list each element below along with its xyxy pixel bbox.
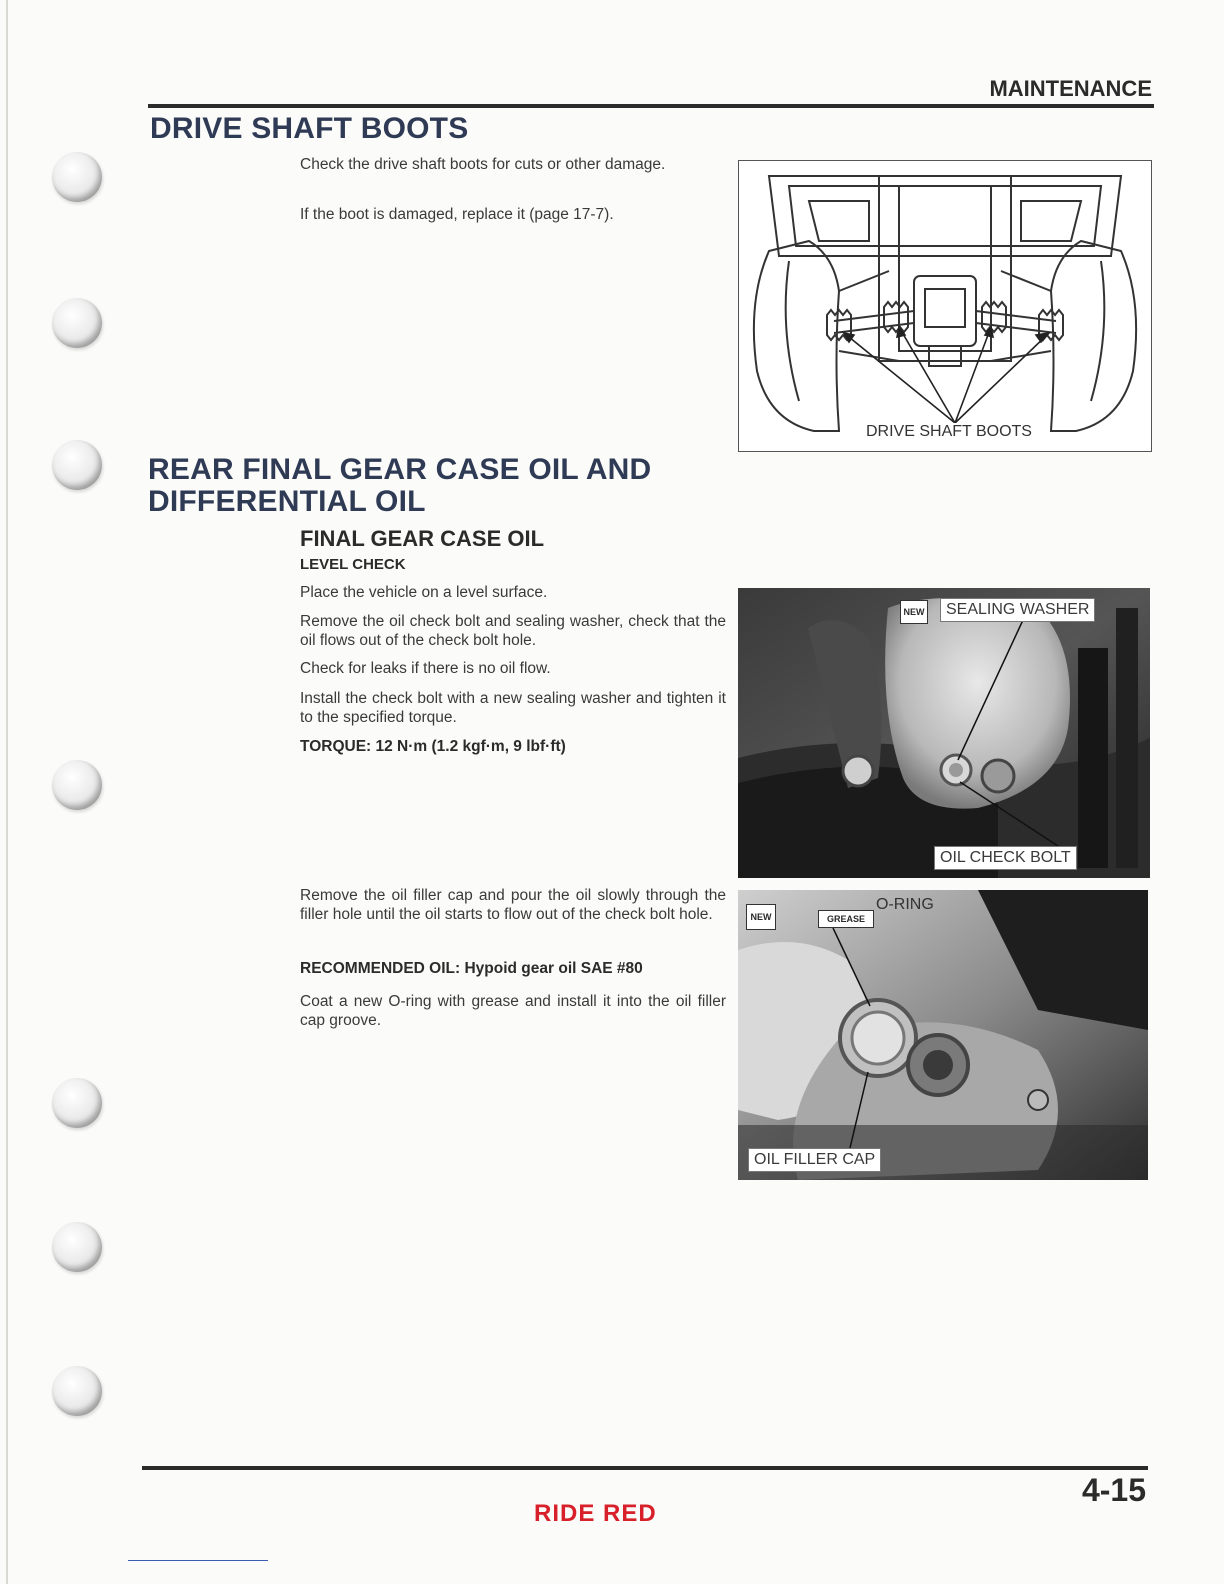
label-o-ring: O-RING bbox=[876, 896, 934, 913]
gear-case-photo-1 bbox=[738, 588, 1150, 878]
instruction-install-check-bolt: Install the check bolt with a new sealing washer and tighten it to the specified torque. bbox=[300, 690, 726, 726]
label-oil-check-bolt: OIL CHECK BOLT bbox=[934, 846, 1077, 870]
running-header: MAINTENANCE bbox=[989, 76, 1152, 101]
section-title-rear-final-gear-line-1: REAR FINAL GEAR CASE OIL AND bbox=[148, 453, 652, 486]
binder-hole bbox=[52, 760, 102, 810]
new-part-icon: NEW bbox=[746, 904, 776, 930]
instruction-coat-o-ring: Coat a new O-ring with grease and install it into the oil filler cap groove. bbox=[300, 993, 726, 1029]
figure-label-drive-shaft-boots: DRIVE SHAFT BOOTS bbox=[863, 423, 1035, 441]
binder-hole bbox=[52, 298, 102, 348]
binder-hole bbox=[52, 152, 102, 202]
subsection-title-final-gear-case-oil: FINAL GEAR CASE OIL bbox=[300, 526, 545, 551]
footer-underline bbox=[128, 1560, 268, 1561]
gear-case-photo-2 bbox=[738, 890, 1148, 1180]
label-oil-filler-cap: OIL FILLER CAP bbox=[748, 1148, 881, 1172]
instruction-level-surface: Place the vehicle on a level surface. bbox=[300, 584, 548, 601]
photo-oil-check-bolt bbox=[738, 588, 1150, 878]
drive-shaft-boots-illustration bbox=[738, 160, 1152, 452]
section-title-rear-final-gear-line-2: DIFFERENTIAL OIL bbox=[148, 485, 426, 518]
page-number: 4-15 bbox=[1081, 1472, 1146, 1508]
page-edge bbox=[6, 0, 8, 1584]
new-part-icon: NEW bbox=[900, 600, 928, 624]
instruction-check-leaks: Check for leaks if there is no oil flow. bbox=[300, 660, 551, 677]
binder-hole bbox=[52, 1222, 102, 1272]
section-title-drive-shaft-boots: DRIVE SHAFT BOOTS bbox=[150, 112, 469, 145]
instruction-remove-check-bolt: Remove the oil check bolt and sealing washer, check that the oil flows out of the check bolt hole. bbox=[300, 613, 726, 649]
header-rule bbox=[148, 104, 1154, 108]
grease-icon: GREASE bbox=[818, 910, 874, 928]
binder-hole bbox=[52, 440, 102, 490]
footer-brand: RIDE RED bbox=[534, 1500, 657, 1527]
binder-hole bbox=[52, 1078, 102, 1128]
subsection-level-check: LEVEL CHECK bbox=[300, 556, 406, 573]
recommended-oil-spec: RECOMMENDED OIL: Hypoid gear oil SAE #80 bbox=[300, 960, 643, 977]
binder-hole bbox=[52, 1366, 102, 1416]
torque-spec: TORQUE: 12 N·m (1.2 kgf·m, 9 lbf·ft) bbox=[300, 738, 566, 755]
label-sealing-washer: SEALING WASHER bbox=[940, 598, 1095, 622]
instruction-fill-oil: Remove the oil filler cap and pour the oil slowly through the filler hole until the oil starts to flow out of the check bolt hole. bbox=[300, 887, 726, 923]
atv-rear-line-drawing bbox=[739, 161, 1151, 451]
drive-shaft-instruction-2: If the boot is damaged, replace it (page 17-7). bbox=[300, 206, 614, 223]
drive-shaft-instruction-1: Check the drive shaft boots for cuts or other damage. bbox=[300, 156, 666, 173]
photo-oil-filler-cap bbox=[738, 890, 1148, 1180]
footer-rule bbox=[142, 1466, 1148, 1470]
